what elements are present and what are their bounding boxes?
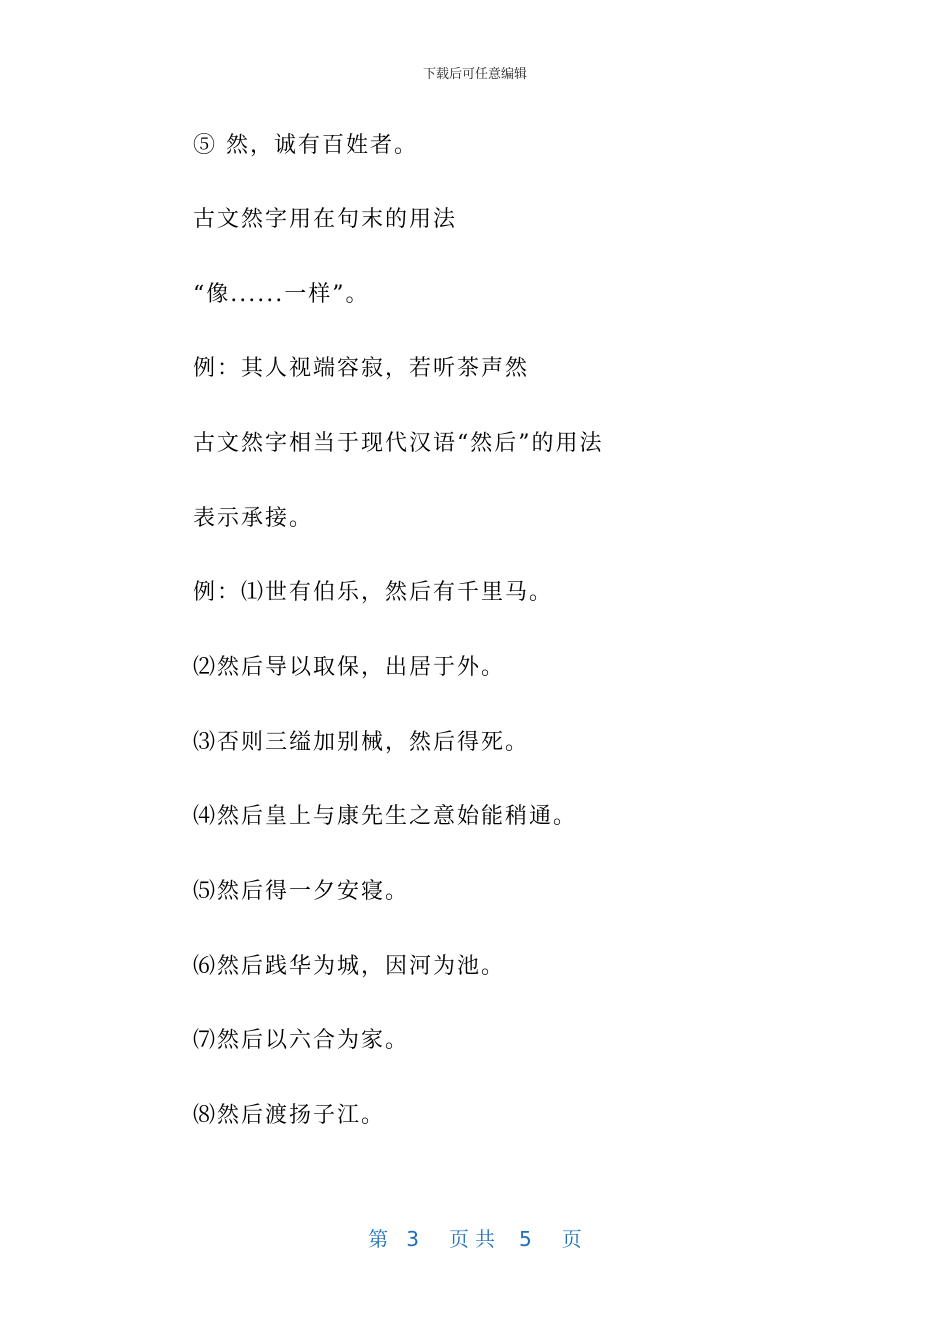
- body-line: 古文然字用在句末的用法: [193, 207, 458, 232]
- body-line: ⑻然后渡扬子江。: [193, 1103, 386, 1128]
- footer-prefix: 第: [368, 1227, 389, 1251]
- body-line: ⑵然后导以取保，出居于外。: [193, 655, 506, 680]
- body-line: 例：⑴世有伯乐，然后有千里马。: [193, 580, 554, 605]
- body-line: “像......一样”。: [193, 282, 370, 307]
- body-line: ⑸然后得一夕安寝。: [193, 879, 410, 904]
- body-line: ⑺然后以六合为家。: [193, 1028, 410, 1053]
- body-line: ⑹然后践华为城，因河为池。: [193, 954, 506, 979]
- body-line: ⑤ 然，诚有百姓者。: [193, 133, 418, 158]
- body-line: 表示承接。: [193, 506, 314, 531]
- footer-page-number: 3: [406, 1227, 419, 1251]
- body-line: 例：其人视端容寂，若听茶声然: [193, 356, 530, 381]
- footer-middle: 页共: [449, 1227, 501, 1251]
- footer-total-pages: 5: [519, 1227, 532, 1251]
- body-line: ⑶否则三缢加别械，然后得死。: [193, 730, 530, 755]
- page-footer: [0, 1225, 950, 1253]
- footer-suffix: 页: [561, 1227, 582, 1251]
- page-header: 下载后可任意编辑: [422, 67, 527, 82]
- body-line: ⑷然后皇上与康先生之意始能稍通。: [193, 804, 578, 829]
- body-line: 古文然字相当于现代汉语“然后”的用法: [193, 431, 604, 456]
